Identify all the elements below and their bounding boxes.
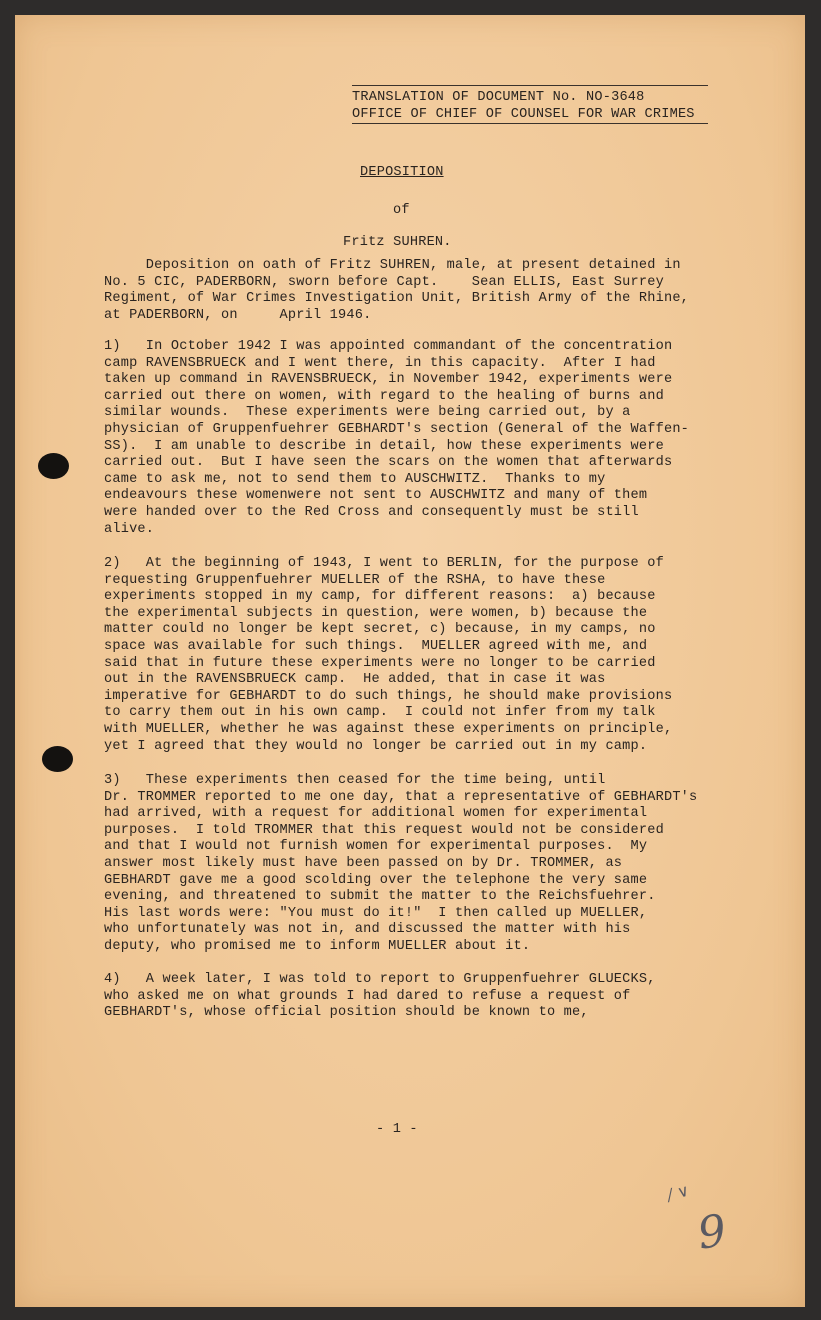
header-top-rule bbox=[352, 85, 708, 86]
paragraph-1: 1) In October 1942 I was appointed commandant of the concentration camp RAVENSBRUECK and I went there, in this capacity. After I had taken up command in RAVENSBRUECK, in November 1942, experiments were carried out there on women, with regard to the healing of burns and similar wounds. These experiments were being carried out, by a physician of Gruppenfuehrer GEBHARDT's section (General of the Waffen- SS). I am unable to describe in detail, how these experiments were carried out. But I have seen the scars on the women that afterwards came to ask me, not to send them to AUSCHWITZ. Thanks to my endeavours these womenwere not sent to AUSCHWITZ and many of them were handed over to the Red Cross and consequently must be still alive. bbox=[104, 339, 690, 537]
paragraph-3: 3) These experiments then ceased for the time being, until Dr. TROMMER reported to me one day, that a representative of GEBHARDT's had arrived, with a request for additional women for experimental purposes. I told TROMMER that this request would not be considered and that I would not furnish women for experimental purposes. My answer most likely must have been passed on by Dr. TROMMER, as GEBHARDT gave me a good scolding over the telephone the very same evening, and threatened to submit the matter to the Reichsfuehrer. His last words were: "You must do it!" I then called up MUELLER, who unfortunately was not in, and discussed the matter with his deputy, who promised me to inform MUELLER about it. bbox=[104, 773, 698, 954]
handwritten-page-number: 9 bbox=[694, 1205, 730, 1260]
punch-hole-lower bbox=[42, 746, 73, 772]
document-header bbox=[352, 85, 708, 124]
header-translation-line: TRANSLATION OF DOCUMENT No. NO-3648 bbox=[352, 90, 645, 105]
paragraph-4: 4) A week later, I was told to report to Gruppenfuehrer GLUECKS, who asked me on what grounds I had dared to refuse a request of GEBHARDT's, whose official position should be known to me, bbox=[104, 972, 656, 1021]
paragraph-2: 2) At the beginning of 1943, I went to BERLIN, for the purpose of requesting Gruppenfuehrer MUELLER of the RSHA, to have these experiments stopped in my camp, for different reasons: a) because the experimental subjects in question, were women, b) because the matter could no longer be kept secret, c) because, in my camps, no space was available for such things. MUELLER agreed with me, and said that in future these experiments were no longer to be carried out in the RAVENSBRUECK camp. He added, that in case it was imperative for GEBHARDT to do such things, he should make provisions to carry them out in his own camp. I could not infer from my talk with MUELLER, whether he was against these experiments on principle, yet I agreed that they would no longer be carried out in my camp. bbox=[104, 556, 673, 754]
page-number: - 1 - bbox=[376, 1122, 418, 1137]
header-office-line: OFFICE OF CHIEF OF COUNSEL FOR WAR CRIMES bbox=[352, 106, 708, 124]
handwritten-mark: ∕ ∨ bbox=[664, 1180, 692, 1205]
deponent-name: Fritz SUHREN. bbox=[343, 235, 452, 250]
title-of: of bbox=[393, 203, 410, 218]
document-page bbox=[15, 15, 805, 1307]
intro-paragraph: Deposition on oath of Fritz SUHREN, male, at present detained in No. 5 CIC, PADERBORN, sworn before Capt. Sean ELLIS, East Surrey Regiment, of War Crimes Investigation Unit, British Army of the Rhine, at PADERBORN, on April 1946. bbox=[104, 258, 690, 323]
punch-hole-upper bbox=[38, 453, 69, 479]
document-title: DEPOSITION bbox=[360, 165, 444, 180]
